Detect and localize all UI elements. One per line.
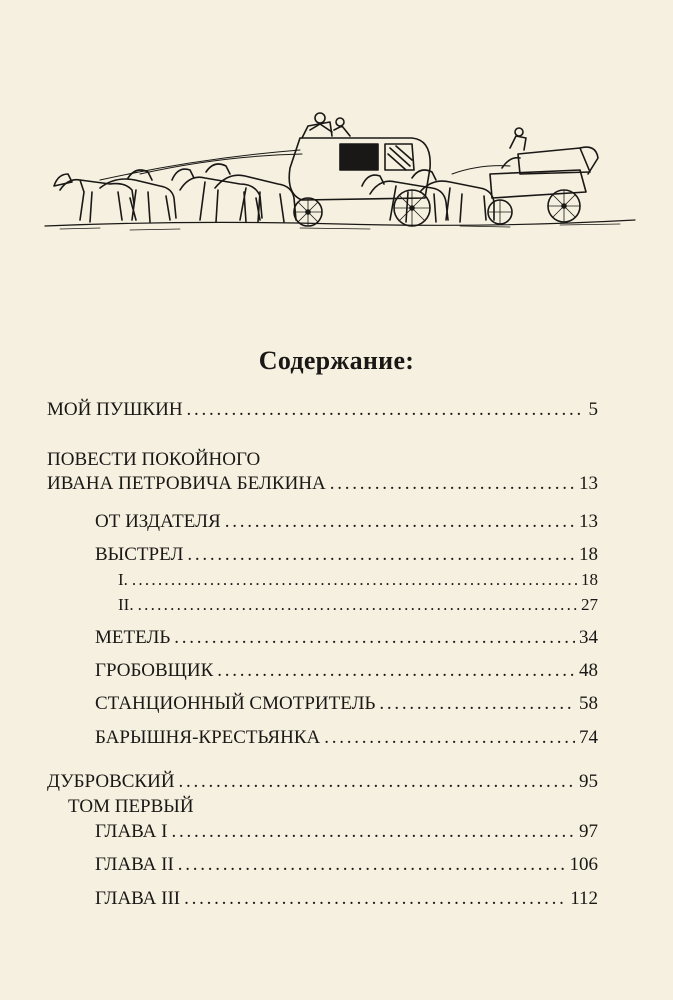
toc-entry-metel[interactable]	[95, 626, 598, 650]
dot-leader	[324, 726, 575, 750]
toc-entry-title: МОЙ ПУШКИН	[47, 399, 183, 420]
toc-entry-page: 18	[579, 544, 598, 565]
dot-leader	[330, 472, 575, 496]
toc-entry-glava-2[interactable]	[95, 853, 598, 877]
toc-entry-vystrel-1[interactable]	[118, 568, 598, 592]
toc-entry-page: 5	[588, 399, 598, 420]
dot-leader	[174, 626, 575, 650]
dot-leader	[187, 398, 585, 422]
toc-entry-page: 13	[579, 511, 598, 532]
toc-entry-title: СТАНЦИОННЫЙ СМОТРИТЕЛЬ	[95, 693, 376, 714]
toc-entry-page: 112	[570, 888, 598, 909]
toc-entry-dubrovskii[interactable]	[47, 770, 598, 794]
toc-entry-page: 13	[579, 473, 598, 494]
dot-leader	[184, 887, 566, 911]
toc-entry-belkin[interactable]	[47, 472, 598, 496]
toc-entry-moi-pushkin[interactable]	[47, 398, 598, 422]
dot-leader	[132, 568, 577, 592]
toc-entry-baryshnya-krestyanka[interactable]	[95, 726, 598, 750]
toc-entry-ot-izdatelya[interactable]	[95, 510, 598, 534]
toc-entry-title: I.	[118, 570, 128, 589]
dot-leader	[138, 593, 577, 617]
toc-entry-vystrel[interactable]	[95, 543, 598, 567]
toc-entry-title: ВЫСТРЕЛ	[95, 544, 184, 565]
toc-entry-glava-1[interactable]	[95, 820, 598, 844]
toc-entry-title: ГРОБОВЩИК	[95, 660, 214, 681]
dot-leader	[379, 692, 575, 716]
dot-leader	[178, 853, 566, 877]
page-title: Содержание:	[258, 346, 415, 375]
toc-section-title: ПОВЕСТИ ПОКОЙНОГО	[47, 449, 261, 470]
toc-entry-page: 48	[579, 660, 598, 681]
dot-leader	[179, 770, 575, 794]
toc-entry-page: 97	[579, 821, 598, 842]
dot-leader	[187, 543, 575, 567]
toc-entry-page: 74	[579, 727, 598, 748]
toc-entry-title: ИВАНА ПЕТРОВИЧА БЕЛКИНА	[47, 473, 326, 494]
toc-entry-title: БАРЫШНЯ-КРЕСТЬЯНКА	[95, 727, 321, 748]
toc-entry-stantsionnyi-smotritel[interactable]	[95, 692, 598, 716]
dot-leader	[217, 659, 575, 683]
toc-entry-title: МЕТЕЛЬ	[95, 627, 171, 648]
toc-entry-title: ДУБРОВСКИЙ	[47, 771, 175, 792]
toc-entry-page: 95	[579, 771, 598, 792]
dot-leader	[225, 510, 575, 534]
toc-entry-grobovshchik[interactable]	[95, 659, 598, 683]
toc-entry-glava-3[interactable]	[95, 887, 598, 911]
toc-entry-page: 106	[569, 854, 598, 875]
toc-subsection-title: ТОМ ПЕРВЫЙ	[68, 796, 194, 817]
toc-entry-title: ГЛАВА II	[95, 854, 174, 875]
toc-entry-page: 58	[579, 693, 598, 714]
toc-entry-title: ГЛАВА I	[95, 821, 168, 842]
toc-entry-page: 34	[579, 627, 598, 648]
toc-entry-vystrel-2[interactable]	[118, 593, 598, 617]
toc-entry-page: 27	[581, 595, 598, 614]
toc-entry-title: ОТ ИЗДАТЕЛЯ	[95, 511, 221, 532]
toc-entry-title: II.	[118, 595, 134, 614]
toc-entry-title: ГЛАВА III	[95, 888, 181, 909]
toc-entry-page: 18	[581, 570, 598, 589]
dot-leader	[171, 820, 575, 844]
